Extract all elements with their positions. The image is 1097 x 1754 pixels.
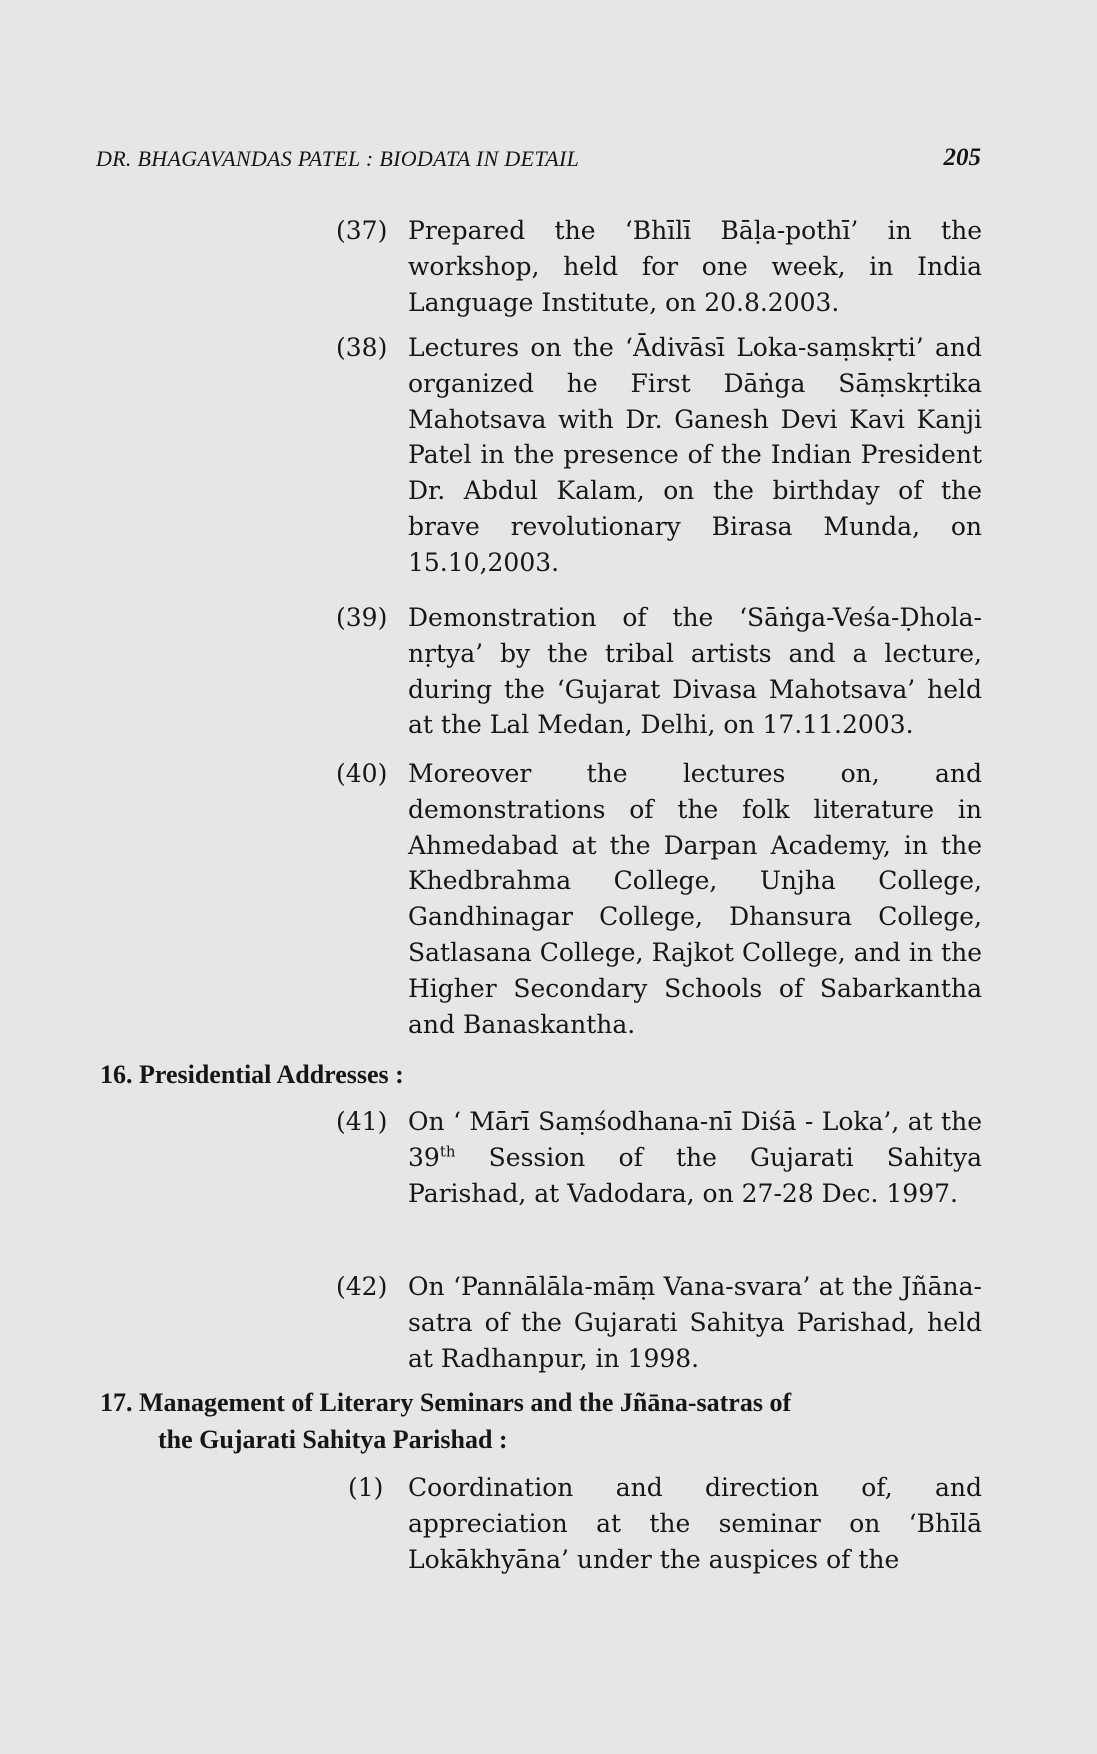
entry-number: (42)	[336, 1272, 388, 1301]
entry-text: On ‘ Mārī Saṃśodhana-nī Diśā - Loka’, at the 39th Session of the Gujarati Sahitya Parishad, at Vadodara, on 27-28 Dec. 1997.	[408, 1107, 982, 1208]
entry-text: Coordination and direction of, and appreciation at the seminar on ‘Bhīlā Lokākhyāna’ under the auspices of the	[408, 1473, 982, 1574]
entry-37	[336, 213, 982, 320]
entry-41	[336, 1104, 982, 1211]
entry-text: Prepared the ‘Bhīlī Bāḷa-pothī’ in the workshop, held for one week, in India Language Institute, on 20.8.2003.	[408, 216, 982, 317]
entry-number: (38)	[336, 333, 388, 362]
entry-text: Lectures on the ‘Ādivāsī Loka-saṃskṛti’ and organized he First Dāṅga Sāṃskṛtika Mahotsava with Dr. Ganesh Devi Kavi Kanji Patel in the presence of the Indian President Dr. Abdul Kalam, on the birthday of the brave revolutionary Birasa Munda, on 15.10,2003.	[408, 333, 982, 577]
entry-38	[336, 330, 982, 581]
entry-40	[336, 756, 982, 1042]
entry-42	[336, 1269, 982, 1376]
running-head-title: DR. BHAGAVANDAS PATEL : BIODATA IN DETAIL	[96, 146, 580, 171]
section-heading-16: 16. Presidential Addresses :	[100, 1060, 404, 1089]
running-head	[96, 146, 981, 176]
entry-text: On ‘Pannālāla-māṃ Vana-svara’ at the Jñāna-satra of the Gujarati Sahitya Parishad, held at Radhanpur, in 1998.	[408, 1272, 982, 1373]
entry-number: (41)	[336, 1107, 388, 1136]
entry-number: (39)	[336, 603, 388, 632]
entry-number: (40)	[336, 759, 388, 788]
section-heading-17: 17. Management of Literary Seminars and the Jñāna-satras of	[100, 1388, 792, 1417]
section-heading-17-cont: the Gujarati Sahitya Parishad :	[158, 1425, 508, 1454]
page-number: 205	[943, 144, 981, 171]
entry-text: Moreover the lectures on, and demonstrations of the folk literature in Ahmedabad at the Darpan Academy, in the Khedbrahma College, Unjha College, Gandhinagar College, Dhansura College, Satlasana College, Rajkot College, and in the Higher Secondary Schools of Sabarkantha and Banaskantha.	[408, 759, 982, 1039]
entry-1	[336, 1470, 982, 1577]
entry-number: (37)	[336, 216, 388, 245]
entry-number: (1)	[348, 1473, 384, 1502]
entry-39	[336, 600, 982, 743]
entry-text: Demonstration of the ‘Sāṅga-Veśa-Ḍhola-nṛtya’ by the tribal artists and a lecture, during the ‘Gujarat Divasa Mahotsava’ held at the Lal Medan, Delhi, on 17.11.2003.	[408, 603, 982, 740]
ordinal-suffix: th	[439, 1142, 456, 1161]
